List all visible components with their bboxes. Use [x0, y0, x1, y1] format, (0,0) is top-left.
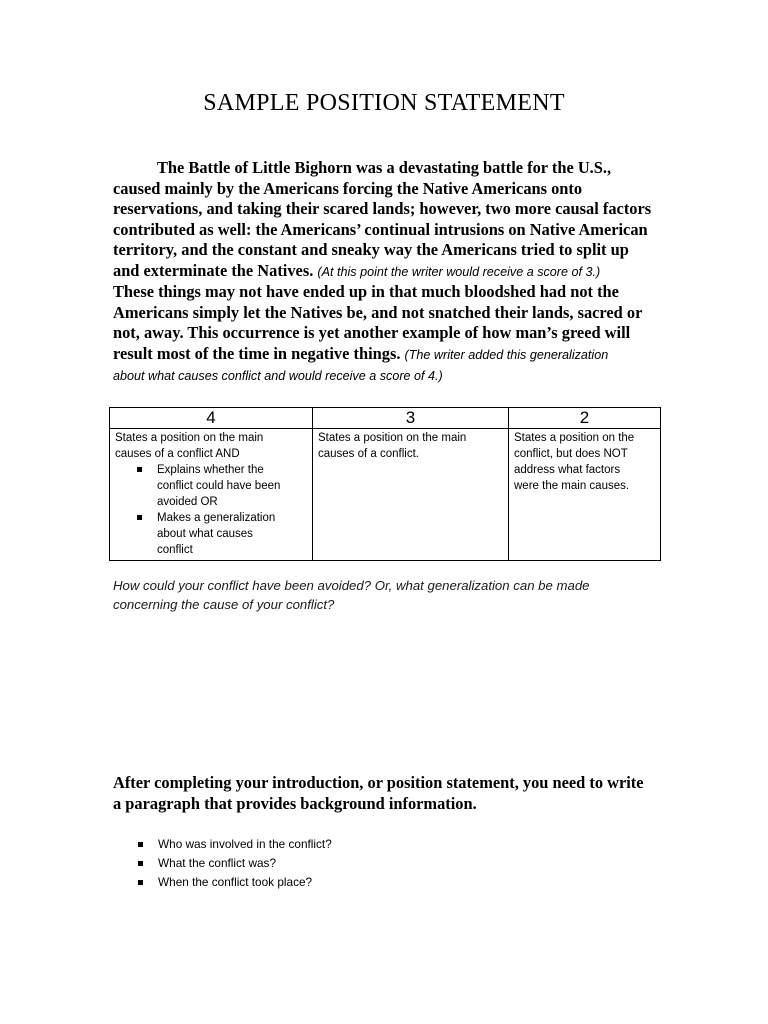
list-item: What the conflict was?: [113, 854, 332, 873]
paragraph-line: result most of the time in negative things.: [113, 343, 401, 363]
rubric-criterion: Makes a generalization about what causes conflict: [157, 510, 308, 558]
next-step-heading: After completing your introduction, or position statement, you need to write a paragraph that provides background information.: [113, 773, 644, 813]
score-note-4-continued: about what causes conflict and would receive a score of 4.): [113, 369, 443, 383]
paragraph-line: not, away. This occurrence is yet another example of how man’s greed will: [113, 323, 631, 342]
background-questions-list: [113, 835, 332, 892]
rubric-cell-2: States a position on the conflict, but does NOT address what factors were the main causes.: [509, 429, 661, 561]
paragraph-line: Americans simply let the Natives be, and not snatched their lands, sacred or: [113, 302, 643, 322]
list-item: When the conflict took place?: [113, 873, 332, 892]
rubric-header-row: [110, 408, 661, 429]
page-title: SAMPLE POSITION STATEMENT: [203, 90, 565, 116]
reflection-question: How could your conflict have been avoided? Or, what generalization can be made concerning the cause of your conflict?: [113, 578, 590, 612]
paragraph-line: These things may not have ended up in that much bloodshed had not the: [113, 282, 619, 301]
rubric-criterion: Explains whether the conflict could have been avoided OR: [157, 462, 308, 510]
rubric-table: [109, 407, 661, 561]
rubric-body-row: [110, 429, 661, 561]
paragraph-line: contributed as well: the Americans’ continual intrusions on Native American: [113, 219, 648, 239]
sample-paragraph: [113, 158, 658, 387]
paragraph-line: caused mainly by the Americans forcing the Native Americans onto: [113, 178, 583, 198]
list-item: Who was involved in the conflict?: [113, 835, 332, 854]
rubric-cell-3: States a position on the main causes of a conflict.: [313, 429, 509, 561]
rubric-header-4: 4: [110, 408, 313, 429]
rubric-cell-4: States a position on the main causes of a conflict AND Explains whether the conflict could have been avoided OR Makes a generalization about what causes conflict: [110, 429, 313, 561]
score-note-4: (The writer added this generalization: [404, 347, 609, 362]
rubric-criteria-list: [115, 462, 308, 558]
score-note-3: (At this point the writer would receive a score of 3.): [317, 264, 601, 279]
rubric-header-2: 2: [509, 408, 661, 429]
paragraph-line: and exterminate the Natives.: [113, 260, 314, 280]
paragraph-line: territory, and the constant and sneaky way the Americans tried to split up: [113, 240, 629, 259]
paragraph-line: reservations, and taking their scared lands; however, two more causal factors: [113, 199, 652, 218]
paragraph-line: The Battle of Little Bighorn was a devastating battle for the U.S.,: [157, 158, 612, 177]
rubric-header-3: 3: [313, 408, 509, 429]
